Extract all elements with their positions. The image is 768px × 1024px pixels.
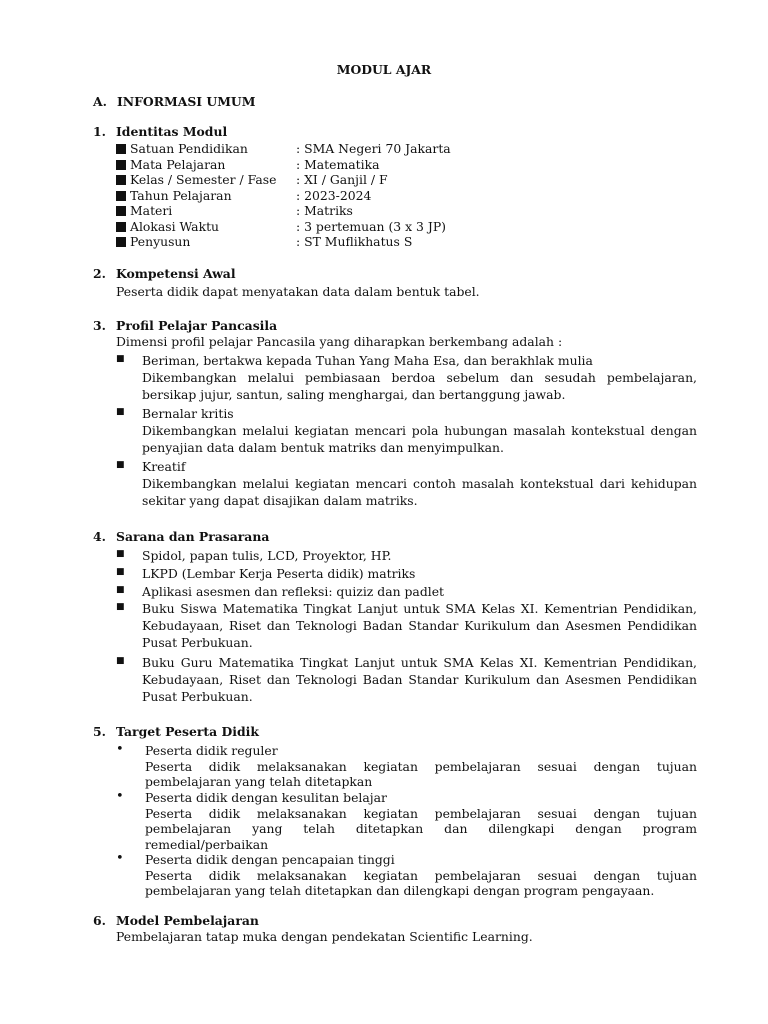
identity-key: Tahun Pelajaran [130, 187, 232, 203]
identity-key: Kelas / Semester / Fase [130, 172, 277, 187]
list-item-desc: Peserta didik melaksanakan kegiatan pembelajaran sesuai dengan tujuan pembelajaran yang telah ditetapkan dan dilengkapi dengan program pengayaan. [145, 867, 697, 898]
list-item-head: Beriman, bertakwa kepada Tuhan Yang Maha Esa, dan berakhlak mulia [142, 353, 593, 368]
section-6-heading [93, 913, 259, 928]
section-6-title: Model Pembelajaran [116, 913, 259, 928]
identity-row [116, 141, 697, 157]
section-a-label: A. [93, 94, 107, 109]
square-bullet-icon [116, 160, 126, 170]
section-2-title: Kompetensi Awal [116, 266, 236, 281]
section-a-title: INFORMASI UMUM [117, 94, 256, 109]
identity-row [116, 219, 697, 235]
document-title: MODUL AJAR [336, 62, 432, 77]
list-item-head: Peserta didik dengan pencapaian tinggi [145, 852, 395, 867]
square-bullet-icon [116, 237, 126, 247]
list-item-desc: Dikembangkan melalui pembiasaan berdoa sebelum dan sesudah pembelajaran, bersikap jujur, santun, saling menghargai, dan bertanggung jawab. [142, 370, 697, 402]
section-6-number: 6. [93, 913, 106, 928]
square-bullet-icon [116, 222, 126, 232]
section-3-number: 3. [93, 318, 106, 333]
square-bullet-icon [116, 144, 126, 154]
square-bullet-icon: ■ [116, 585, 125, 595]
section-3-heading [93, 318, 277, 333]
section-1-heading [93, 124, 227, 139]
section-5-number: 5. [93, 724, 106, 739]
list-item-head: Bernalar kritis [142, 406, 234, 421]
identity-value: : Matriks [296, 203, 353, 218]
identity-value: : 3 pertemuan (3 x 3 JP) [296, 218, 447, 234]
bullet-dot-icon: • [116, 742, 124, 757]
identity-key: Materi [130, 203, 173, 218]
section-6-text: Pembelajaran tatap muka dengan pendekatan Scientific Learning. [116, 929, 533, 944]
section-4-heading [93, 529, 269, 544]
list-item-desc: Peserta didik melaksanakan kegiatan pembelajaran sesuai dengan tujuan pembelajaran yang telah ditetapkan [145, 758, 697, 789]
identity-row [116, 188, 697, 204]
square-bullet-icon: ■ [116, 407, 125, 417]
list-item-head: Kreatif [142, 459, 186, 474]
square-bullet-icon: ■ [116, 567, 125, 577]
square-bullet-icon [116, 191, 126, 201]
square-bullet-icon: ■ [116, 656, 125, 666]
list-item-desc: Dikembangkan melalui kegiatan mencari pola hubungan masalah kontekstual dengan penyajian data dalam bentuk matriks dan menyimpulkan. [142, 423, 697, 455]
square-bullet-icon: ■ [116, 602, 125, 612]
list-item-desc: Dikembangkan melalui kegiatan mencari contoh masalah kontekstual dari kehidupan sekitar yang dapat disajikan dalam matriks. [142, 476, 697, 508]
identity-key: Penyusun [130, 234, 191, 249]
square-bullet-icon: ■ [116, 549, 125, 559]
identity-key: Mata Pelajaran [130, 156, 226, 172]
section-2-text: Peserta didik dapat menyatakan data dalam bentuk tabel. [116, 284, 480, 299]
list-item-text: Buku Siswa Matematika Tingkat Lanjut untuk SMA Kelas XI. Kementrian Pendidikan, Kebudayaan, Riset dan Teknologi Badan Standar Kurikulum dan Asesmen Pendidikan Pusat Perbukuan. [142, 601, 697, 650]
section-5-heading [93, 724, 259, 739]
identity-value: : XI / Ganjil / F [296, 172, 388, 187]
list-item-text: Buku Guru Matematika Tingkat Lanjut untuk SMA Kelas XI. Kementrian Pendidikan, Kebudayaan, Riset dan Teknologi Badan Standar Kurikulum dan Asesmen Pendidikan Pusat Perbukuan. [142, 655, 697, 704]
identity-row [116, 203, 697, 219]
identity-value: : Matematika [296, 156, 380, 172]
list-item-head: Peserta didik reguler [145, 743, 278, 758]
bullet-dot-icon: • [116, 851, 124, 866]
list-item-text: Spidol, papan tulis, LCD, Proyektor, HP. [142, 548, 392, 563]
section-3-title: Profil Pelajar Pancasila [116, 318, 278, 333]
square-bullet-icon: ■ [116, 354, 125, 364]
identity-value: : ST Muflikhatus S [296, 234, 413, 249]
section-2-number: 2. [93, 266, 106, 281]
identity-row [116, 172, 697, 188]
section-1-title: Identitas Modul [116, 124, 228, 139]
square-bullet-icon [116, 175, 126, 185]
identity-key: Alokasi Waktu [130, 218, 220, 234]
list-item-desc: Peserta didik melaksanakan kegiatan pembelajaran sesuai dengan tujuan pembelajaran yang telah ditetapkan dan dilengkapi dengan program remedial/perbaikan [145, 805, 697, 852]
section-4-number: 4. [93, 529, 106, 544]
square-bullet-icon: ■ [116, 460, 125, 470]
identity-value: : SMA Negeri 70 Jakarta [296, 141, 451, 156]
section-a-heading [93, 94, 255, 109]
list-item-text: Aplikasi asesmen dan refleksi: quiziz dan padlet [142, 584, 445, 599]
identity-row [116, 234, 697, 250]
identity-value: : 2023-2024 [296, 187, 372, 203]
section-5-title: Target Peserta Didik [116, 724, 259, 739]
section-1-number: 1. [93, 124, 106, 139]
list-item-head: Peserta didik dengan kesulitan belajar [145, 790, 387, 805]
identity-table [116, 141, 697, 250]
section-4-title: Sarana dan Prasarana [116, 529, 270, 544]
identity-key: Satuan Pendidikan [130, 141, 248, 156]
section-2-heading [93, 266, 236, 281]
section-3-intro: Dimensi profil pelajar Pancasila yang diharapkan berkembang adalah : [116, 334, 563, 349]
square-bullet-icon [116, 206, 126, 216]
identity-row [116, 157, 697, 173]
list-item-text: LKPD (Lembar Kerja Peserta didik) matriks [142, 566, 416, 581]
bullet-dot-icon: • [116, 789, 124, 804]
